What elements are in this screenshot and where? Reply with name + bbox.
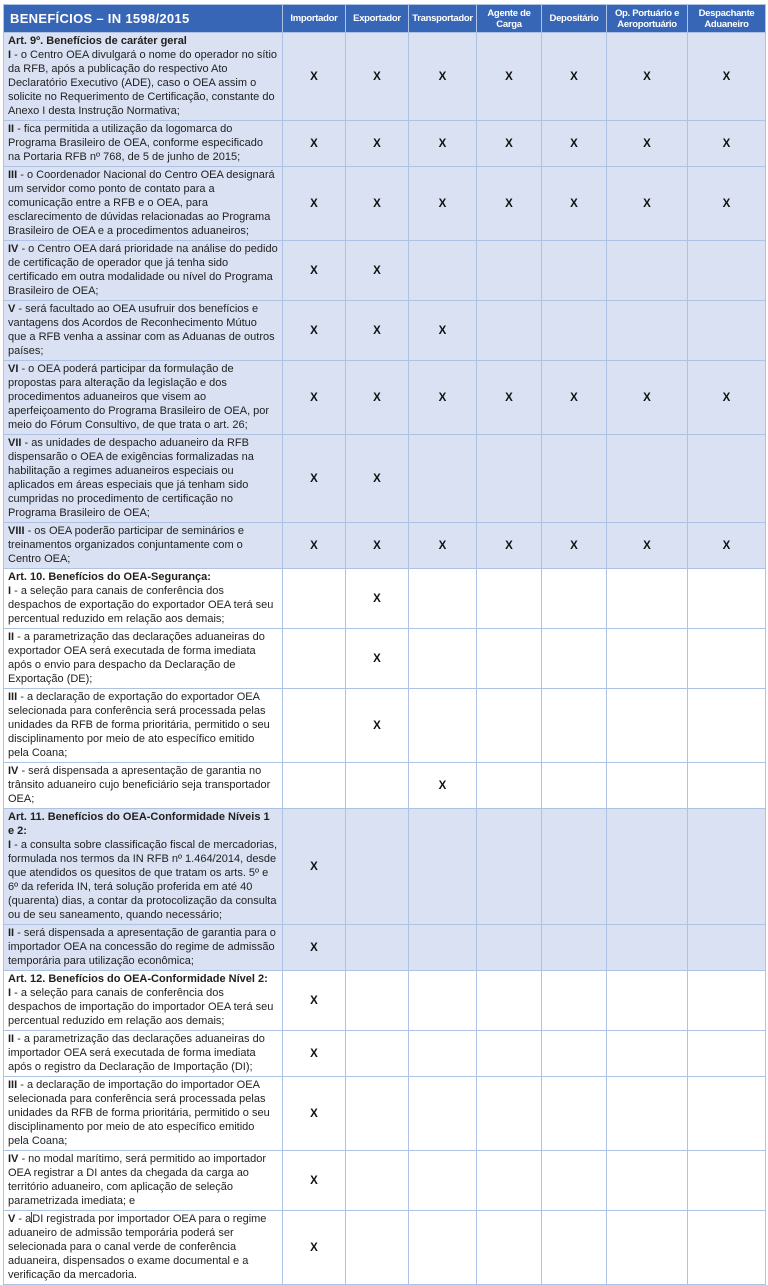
table-row	[4, 167, 766, 241]
benefit-mark-cell[interactable]: X	[607, 361, 688, 435]
table-row	[4, 301, 766, 361]
benefit-description-cell[interactable]	[4, 435, 283, 523]
benefit-mark-cell[interactable]: X	[607, 33, 688, 121]
empty-mark-cell[interactable]	[688, 763, 766, 809]
benefit-text: IV - no modal marítimo, será permitido ao importador OEA registrar a DI antes da chegada da carga ao território aduaneiro, com aplicação de seleção parametrizada imediata; e	[8, 1153, 267, 1207]
benefit-mark-cell[interactable]: X	[688, 361, 766, 435]
empty-mark-cell[interactable]	[409, 689, 477, 763]
benefit-mark-cell[interactable]: X	[542, 121, 607, 167]
empty-mark-cell[interactable]	[688, 569, 766, 629]
benefit-text: II - a parametrização das declarações aduaneiras do importador OEA será executada de forma imediata após o registro da Declaração de Importação (DI);	[8, 1033, 265, 1073]
benefit-text: I - a seleção para canais de conferência dos despachos de exportação do exportador OEA terá seu percentual reduzido em relação aos demais;	[8, 585, 274, 625]
benefit-description-cell[interactable]	[4, 763, 283, 809]
benefit-description-cell[interactable]	[4, 361, 283, 435]
empty-mark-cell[interactable]	[607, 435, 688, 523]
benefit-mark-cell[interactable]: X	[346, 33, 409, 121]
empty-mark-cell[interactable]	[688, 1151, 766, 1211]
empty-mark-cell[interactable]	[607, 763, 688, 809]
empty-mark-cell[interactable]	[688, 925, 766, 971]
empty-mark-cell[interactable]	[607, 1151, 688, 1211]
benefit-mark-cell[interactable]: X	[283, 167, 346, 241]
empty-mark-cell[interactable]	[409, 241, 477, 301]
benefit-mark-cell[interactable]: X	[283, 971, 346, 1031]
empty-mark-cell[interactable]	[542, 241, 607, 301]
benefit-mark-cell[interactable]: X	[688, 33, 766, 121]
benefit-description-cell[interactable]	[4, 629, 283, 689]
empty-mark-cell[interactable]	[542, 925, 607, 971]
benefit-description-cell[interactable]	[4, 523, 283, 569]
benefit-mark-cell[interactable]: X	[688, 167, 766, 241]
empty-mark-cell[interactable]	[346, 763, 409, 809]
benefit-mark-cell[interactable]: X	[283, 241, 346, 301]
table-row	[4, 1077, 766, 1151]
empty-mark-cell[interactable]	[542, 809, 607, 925]
empty-mark-cell[interactable]	[607, 629, 688, 689]
empty-mark-cell[interactable]	[688, 1077, 766, 1151]
empty-mark-cell[interactable]	[688, 435, 766, 523]
benefit-mark-cell[interactable]: X	[477, 33, 542, 121]
empty-mark-cell[interactable]	[346, 1077, 409, 1151]
empty-mark-cell[interactable]	[346, 971, 409, 1031]
benefit-description-cell[interactable]	[4, 1151, 283, 1211]
benefit-text: II - a parametrização das declarações aduaneiras do exportador OEA será executada de forma imediata após o envio para despacho da Declaração de Exportação (DE);	[8, 631, 265, 685]
benefit-text: II - fica permitida a utilização da logomarca do Programa Brasileiro de OEA, conforme especificado na Portaria RFB nº 768, de 5 de junho de 2015;	[8, 123, 263, 163]
benefit-text: VIII - os OEA poderão participar de seminários e treinamentos organizados conjuntamente com o Centro OEA;	[8, 525, 245, 565]
empty-mark-cell[interactable]	[688, 1211, 766, 1285]
empty-mark-cell[interactable]	[477, 1151, 542, 1211]
empty-mark-cell[interactable]	[607, 1031, 688, 1077]
empty-mark-cell[interactable]	[542, 763, 607, 809]
benefit-mark-cell[interactable]: X	[283, 121, 346, 167]
empty-mark-cell[interactable]	[283, 629, 346, 689]
empty-mark-cell[interactable]	[542, 689, 607, 763]
empty-mark-cell[interactable]	[283, 763, 346, 809]
benefit-mark-cell[interactable]: X	[607, 523, 688, 569]
benefit-mark-cell[interactable]: X	[346, 167, 409, 241]
empty-mark-cell[interactable]	[283, 569, 346, 629]
benefit-description-cell[interactable]	[4, 1031, 283, 1077]
benefit-mark-cell[interactable]: X	[409, 33, 477, 121]
table-row	[4, 241, 766, 301]
empty-mark-cell[interactable]	[607, 971, 688, 1031]
section-heading: Art. 12. Benefícios do OEA-Conformidade Nível 2:	[8, 973, 268, 985]
benefit-description-cell[interactable]	[4, 1211, 283, 1285]
benefit-mark-cell[interactable]: X	[346, 435, 409, 523]
benefit-mark-cell[interactable]: X	[283, 1151, 346, 1211]
benefit-description-cell[interactable]	[4, 33, 283, 121]
empty-mark-cell[interactable]	[409, 1077, 477, 1151]
empty-mark-cell[interactable]	[688, 1031, 766, 1077]
table-title[interactable]: BENEFÍCIOS – IN 1598/2015	[4, 5, 283, 33]
benefit-mark-cell[interactable]: X	[688, 121, 766, 167]
empty-mark-cell[interactable]	[607, 241, 688, 301]
empty-mark-cell[interactable]	[607, 925, 688, 971]
empty-mark-cell[interactable]	[409, 1031, 477, 1077]
benefit-mark-cell[interactable]: X	[688, 523, 766, 569]
benefit-mark-cell[interactable]: X	[409, 301, 477, 361]
benefit-text: II - será dispensada a apresentação de garantia para o importador OEA na concessão do regime de admissão temporária para utilização econômica;	[8, 927, 276, 967]
benefit-mark-cell[interactable]: X	[283, 301, 346, 361]
benefit-mark-cell[interactable]: X	[409, 523, 477, 569]
benefit-mark-cell[interactable]: X	[477, 167, 542, 241]
empty-mark-cell[interactable]	[542, 435, 607, 523]
benefit-mark-cell[interactable]: X	[346, 569, 409, 629]
column-header-2[interactable]: Exportador	[346, 5, 409, 33]
benefit-mark-cell[interactable]: X	[283, 1211, 346, 1285]
empty-mark-cell[interactable]	[607, 1077, 688, 1151]
empty-mark-cell[interactable]	[477, 1211, 542, 1285]
benefit-description-cell[interactable]	[4, 971, 283, 1031]
benefit-mark-cell[interactable]: X	[346, 689, 409, 763]
benefit-description-cell[interactable]	[4, 925, 283, 971]
benefit-description-cell[interactable]	[4, 569, 283, 629]
benefit-description-cell[interactable]	[4, 167, 283, 241]
benefit-text: V - aDI registrada por importador OEA para o regime aduaneiro de admissão temporária poderá ser selecionada para o canal verde de conferência aduaneira, dispensados o exame documental e a verificação da mercadoria.	[8, 1213, 267, 1281]
empty-mark-cell[interactable]	[409, 971, 477, 1031]
table-row	[4, 1031, 766, 1077]
empty-mark-cell[interactable]	[688, 971, 766, 1031]
table-row	[4, 971, 766, 1031]
table-row	[4, 809, 766, 925]
section-heading: Art. 11. Benefícios do OEA-Conformidade Níveis 1 e 2:	[8, 811, 270, 837]
empty-mark-cell[interactable]	[688, 689, 766, 763]
empty-mark-cell[interactable]	[688, 301, 766, 361]
table-row	[4, 689, 766, 763]
benefit-mark-cell[interactable]: X	[542, 33, 607, 121]
benefit-mark-cell[interactable]: X	[409, 361, 477, 435]
empty-mark-cell[interactable]	[346, 809, 409, 925]
benefit-mark-cell[interactable]: X	[607, 121, 688, 167]
empty-mark-cell[interactable]	[542, 971, 607, 1031]
text-cursor	[31, 1212, 32, 1223]
empty-mark-cell[interactable]	[477, 569, 542, 629]
benefit-description-cell[interactable]	[4, 121, 283, 167]
benefit-description-cell[interactable]	[4, 301, 283, 361]
column-header-4[interactable]: Agente de Carga	[477, 5, 542, 33]
table-row	[4, 435, 766, 523]
table-header-row	[4, 5, 766, 33]
benefit-text: VII - as unidades de despacho aduaneiro da RFB dispensarão o OEA de exigências formalizadas na habilitação a regimes aduaneiros especiais ou aplicados em áreas especiais que já tenham sido cumpridas no procedimento de certificação no Programa Brasileiro de OEA;	[8, 437, 254, 519]
empty-mark-cell[interactable]	[688, 629, 766, 689]
column-header-5[interactable]: Depositário	[542, 5, 607, 33]
benefits-table	[3, 4, 766, 1285]
benefit-mark-cell[interactable]: X	[283, 1031, 346, 1077]
benefit-mark-cell[interactable]: X	[283, 435, 346, 523]
empty-mark-cell[interactable]	[607, 301, 688, 361]
benefit-mark-cell[interactable]: X	[346, 523, 409, 569]
benefit-mark-cell[interactable]: X	[542, 167, 607, 241]
benefit-mark-cell[interactable]: X	[409, 763, 477, 809]
empty-mark-cell[interactable]	[409, 809, 477, 925]
empty-mark-cell[interactable]	[477, 809, 542, 925]
benefit-mark-cell[interactable]: X	[283, 33, 346, 121]
benefit-mark-cell[interactable]: X	[346, 629, 409, 689]
benefit-mark-cell[interactable]: X	[283, 361, 346, 435]
benefit-mark-cell[interactable]: X	[542, 523, 607, 569]
benefit-text: VI - o OEA poderá participar da formulação de propostas para alteração da legislação e dos procedimentos aduaneiros que visem ao aperfeiçoamento do Programa Brasileiro de OEA, por meio do Fórum Consultivo, de que trata o art. 26;	[8, 363, 270, 431]
benefit-mark-cell[interactable]: X	[283, 523, 346, 569]
empty-mark-cell[interactable]	[477, 1031, 542, 1077]
benefit-text: I - a seleção para canais de conferência dos despachos de importação do importador OEA terá seu percentual reduzido em relação aos demais;	[8, 987, 274, 1027]
empty-mark-cell[interactable]	[409, 1211, 477, 1285]
empty-mark-cell[interactable]	[688, 809, 766, 925]
empty-mark-cell[interactable]	[409, 435, 477, 523]
table-row	[4, 629, 766, 689]
empty-mark-cell[interactable]	[409, 569, 477, 629]
benefit-mark-cell[interactable]: X	[607, 167, 688, 241]
empty-mark-cell[interactable]	[477, 1077, 542, 1151]
table-row	[4, 925, 766, 971]
table-row	[4, 121, 766, 167]
table-row	[4, 1211, 766, 1285]
empty-mark-cell[interactable]	[477, 241, 542, 301]
empty-mark-cell[interactable]	[477, 689, 542, 763]
table-row	[4, 1151, 766, 1211]
empty-mark-cell[interactable]	[542, 1031, 607, 1077]
empty-mark-cell[interactable]	[607, 809, 688, 925]
benefit-mark-cell[interactable]: X	[283, 809, 346, 925]
benefit-mark-cell[interactable]: X	[409, 167, 477, 241]
table-row	[4, 569, 766, 629]
benefit-mark-cell[interactable]: X	[346, 361, 409, 435]
benefit-description-cell[interactable]	[4, 689, 283, 763]
empty-mark-cell[interactable]	[477, 629, 542, 689]
benefit-mark-cell[interactable]: X	[346, 301, 409, 361]
benefit-mark-cell[interactable]: X	[477, 523, 542, 569]
table-row	[4, 763, 766, 809]
empty-mark-cell[interactable]	[477, 971, 542, 1031]
benefit-mark-cell[interactable]: X	[283, 925, 346, 971]
empty-mark-cell[interactable]	[607, 569, 688, 629]
table-row	[4, 523, 766, 569]
empty-mark-cell[interactable]	[346, 925, 409, 971]
empty-mark-cell[interactable]	[477, 301, 542, 361]
empty-mark-cell[interactable]	[477, 925, 542, 971]
empty-mark-cell[interactable]	[688, 241, 766, 301]
empty-mark-cell[interactable]	[409, 925, 477, 971]
empty-mark-cell[interactable]	[542, 629, 607, 689]
empty-mark-cell[interactable]	[542, 1151, 607, 1211]
section-heading: Art. 9º. Benefícios de caráter geral	[8, 35, 187, 47]
benefit-mark-cell[interactable]: X	[477, 361, 542, 435]
empty-mark-cell[interactable]	[542, 301, 607, 361]
benefit-text: V - será facultado ao OEA usufruir dos benefícios e vantagens dos Acordos de Reconhecimento Mútuo que a RFB venha a assinar com as Aduanas de outros países;	[8, 303, 275, 357]
benefit-mark-cell[interactable]: X	[477, 121, 542, 167]
benefit-description-cell[interactable]	[4, 241, 283, 301]
benefit-text: III - a declaração de importação do importador OEA selecionada para conferência será processada pelas unidades da RFB de forma prioritária, permitido o seu disciplinamento por meio de ato específico emitido pela Coana;	[8, 1079, 270, 1147]
column-header-1[interactable]: Importador	[283, 5, 346, 33]
benefit-text: III - o Coordenador Nacional do Centro OEA designará um servidor como ponto de contato para a comunicação entre a RFB e o OEA, para esclarecimento de dúvidas relacionadas ao Programa Brasileiro de OEA e a procedimentos aduaneiros;	[8, 169, 275, 237]
empty-mark-cell[interactable]	[283, 689, 346, 763]
benefit-mark-cell[interactable]: X	[409, 121, 477, 167]
benefit-text: IV - será dispensada a apresentação de garantia no trânsito aduaneiro cujo beneficiário seja transportador OEA;	[8, 765, 271, 805]
empty-mark-cell[interactable]	[542, 569, 607, 629]
column-header-7[interactable]: Despachante Aduaneiro	[688, 5, 766, 33]
empty-mark-cell[interactable]	[607, 1211, 688, 1285]
column-header-3[interactable]: Transportador	[409, 5, 477, 33]
empty-mark-cell[interactable]	[542, 1211, 607, 1285]
benefit-mark-cell[interactable]: X	[346, 241, 409, 301]
table-row	[4, 361, 766, 435]
benefit-mark-cell[interactable]: X	[283, 1077, 346, 1151]
benefit-text: I - a consulta sobre classificação fiscal de mercadorias, formulada nos termos da IN RFB nº 1.464/2014, desde que atendidos os quesitos de que tratam os arts. 5º e 6º da referida IN, terá solução proferida em até 40 (quarenta) dias, a contar da protocolização da consulta ou de seu saneamento, quando necessário;	[8, 839, 278, 921]
empty-mark-cell[interactable]	[477, 763, 542, 809]
benefit-text: IV - o Centro OEA dará prioridade na análise do pedido de certificação de operador que já tenha sido certificado em outra modalidade ou nível do Programa Brasileiro de OEA;	[8, 243, 278, 297]
benefit-description-cell[interactable]	[4, 809, 283, 925]
empty-mark-cell[interactable]	[409, 1151, 477, 1211]
empty-mark-cell[interactable]	[346, 1211, 409, 1285]
benefit-text: I - o Centro OEA divulgará o nome do operador no sítio da RFB, após a publicação do respectivo Ato Declaratório Executivo (ADE), caso o OEA assim o solicite no Requerimento de Certificação, constante do Anexo I desta Instrução Normativa;	[8, 49, 278, 117]
empty-mark-cell[interactable]	[346, 1031, 409, 1077]
empty-mark-cell[interactable]	[607, 689, 688, 763]
benefit-mark-cell[interactable]: X	[542, 361, 607, 435]
benefit-description-cell[interactable]	[4, 1077, 283, 1151]
empty-mark-cell[interactable]	[409, 629, 477, 689]
empty-mark-cell[interactable]	[542, 1077, 607, 1151]
section-heading: Art. 10. Benefícios do OEA-Segurança:	[8, 571, 211, 583]
benefit-mark-cell[interactable]: X	[346, 121, 409, 167]
empty-mark-cell[interactable]	[477, 435, 542, 523]
table-row	[4, 33, 766, 121]
benefit-text: III - a declaração de exportação do exportador OEA selecionada para conferência será processada pelas unidades da RFB de forma prioritária, permitido o seu disciplinamento por meio de ato específico emitido pela Coana;	[8, 691, 270, 759]
empty-mark-cell[interactable]	[346, 1151, 409, 1211]
column-header-6[interactable]: Op. Portuário e Aeroportuário	[607, 5, 688, 33]
